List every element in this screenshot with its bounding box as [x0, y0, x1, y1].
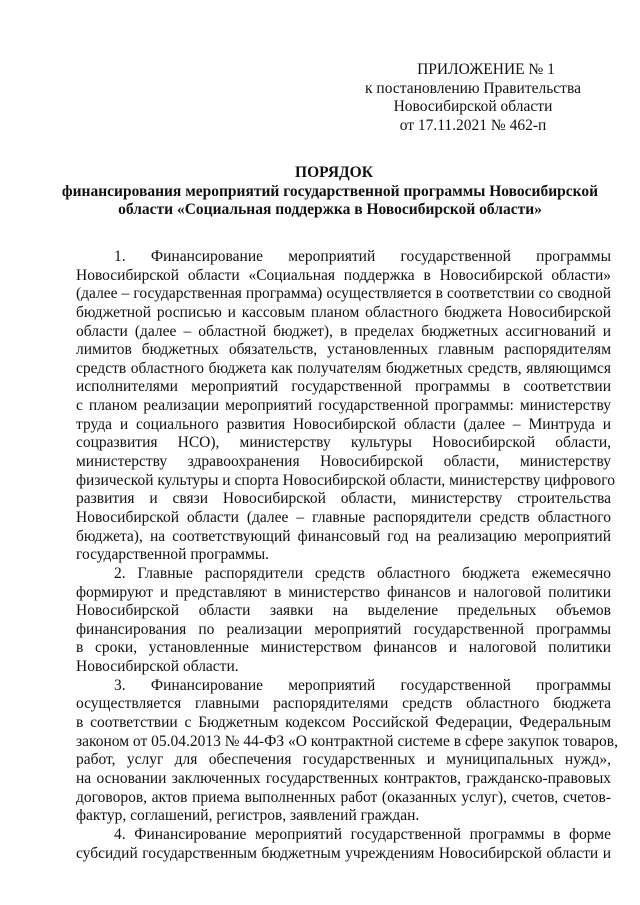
paragraph-line: 3. Финансирование мероприятий государственной программы	[114, 676, 611, 694]
paragraph-line: на основании заключенных государственных контрактов, гражданско-правовых	[76, 769, 611, 787]
paragraph-line: в сроки, установленные министерством финансов и налоговой политики	[76, 639, 611, 657]
paragraph-line: формируют и представляют в министерство финансов и налоговой политики	[76, 583, 611, 601]
paragraph-line: субсидий государственным бюджетным учреждениям Новосибирской области и	[76, 844, 611, 862]
paragraph-line: 2. Главные распорядители средств областного бюджета ежемесячно	[114, 564, 611, 582]
paragraph-1	[76, 248, 616, 565]
paragraph-line: соцразвития НСО), министерству культуры Новосибирской области,	[76, 434, 611, 452]
paragraph-line: финансирования по реализации мероприятий государственной программы	[76, 620, 611, 638]
paragraph-3	[76, 676, 618, 826]
paragraph-line: государственной программы.	[76, 546, 270, 564]
paragraph-line: договоров, актов приема выполненных работ (оказанных услуг), счетов, счетов-	[76, 788, 611, 806]
attachment-number: ПРИЛОЖЕНИЕ № 1	[417, 61, 555, 78]
document-title-block	[60, 164, 600, 220]
paragraph-line: министерству здравоохранения Новосибирской области, министерству	[76, 453, 611, 471]
paragraph-line: с планом реализации мероприятий государственной программы: министерству	[76, 397, 611, 415]
paragraph-line: 1. Финансирование мероприятий государственной программы	[114, 248, 611, 265]
attachment-line: от 17.11.2021 № 462-п	[399, 116, 547, 134]
paragraph-line: исполнителями мероприятий государственной программы в соответствии	[76, 378, 611, 396]
document-body	[76, 248, 618, 863]
paragraph-line: фактур, соглашений, регистров, заявлений граждан.	[76, 807, 420, 825]
paragraph-line: законом от 05.04.2013 № 44-ФЗ «О контрактной системе в сфере закупок товаров,	[76, 732, 618, 750]
paragraph-line: области (далее – областной бюджет), в пределах бюджетных ассигнований и	[76, 322, 611, 340]
paragraph-line: физической культуры и спорта Новосибирской области, министерству цифрового	[76, 471, 616, 489]
paragraph-line: развития и связи Новосибирской области, министерству строительства	[76, 490, 611, 508]
paragraph-line: бюджета), на соответствующий финансовый год на реализацию мероприятий	[76, 527, 611, 545]
paragraph-line: 4. Финансирование мероприятий государственной программы в форме	[114, 825, 611, 843]
attachment-header	[353, 61, 593, 135]
paragraph-line: Новосибирской области «Социальная поддержка в Новосибирской области»	[76, 266, 611, 284]
paragraph-line: (далее – государственная программа) осуществляется в соответствии со сводной	[76, 285, 611, 303]
attachment-line: к постановлению Правительства	[365, 79, 581, 97]
document-subtitle-line: области «Социальная поддержка в Новосибирской области»	[118, 201, 542, 219]
paragraph-line: в соответствии с Бюджетным кодексом Российской Федерации, Федеральным	[76, 714, 611, 732]
paragraph-2	[76, 565, 611, 677]
paragraph-line: лимитов бюджетных обязательств, установленных главным распорядителям	[76, 341, 611, 359]
paragraph-line: Новосибирской области заявки на выделение предельных объемов	[76, 602, 611, 620]
document-title: ПОРЯДОК	[295, 164, 373, 181]
paragraph-4	[76, 826, 611, 863]
paragraph-line: средств областного бюджета как получателям бюджетных средств, являющимся	[76, 359, 611, 377]
attachment-line: Новосибирской области	[393, 98, 553, 116]
paragraph-line: Новосибирской области (далее – главные распорядители средств областного	[76, 508, 611, 526]
paragraph-line: осуществляется главными распорядителями средств областного бюджета	[76, 695, 611, 713]
paragraph-line: Новосибирской области.	[76, 658, 239, 676]
paragraph-line: бюджетной росписью и кассовым планом областного бюджета Новосибирской	[76, 303, 611, 321]
document-subtitle-line: финансирования мероприятий государственной программы Новосибирской	[61, 182, 599, 200]
paragraph-line: труда и социального развития Новосибирской области (далее – Минтруда и	[76, 415, 611, 433]
paragraph-line: работ, услуг для обеспечения государственных и муниципальных нужд»,	[76, 751, 611, 769]
